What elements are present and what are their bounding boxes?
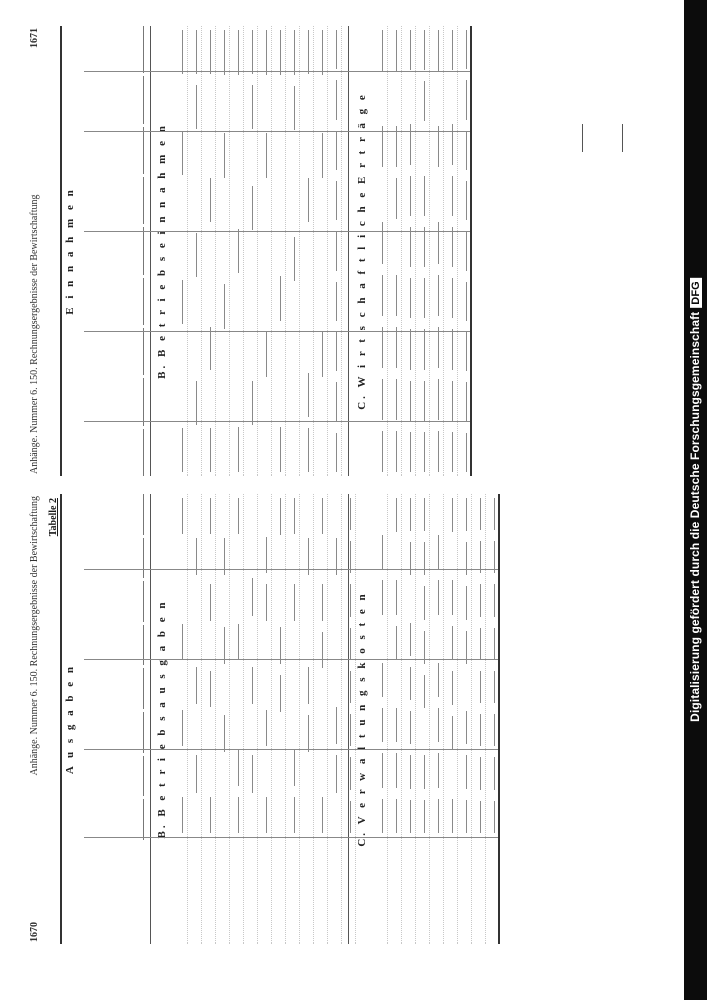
table-row <box>416 494 430 944</box>
column-divider <box>84 421 470 422</box>
table-row <box>244 26 258 476</box>
table-row <box>458 494 472 944</box>
table-row <box>272 494 286 944</box>
table-row <box>314 494 328 944</box>
table-row <box>388 494 402 944</box>
column-divider <box>84 131 470 132</box>
right-running-head <box>26 28 42 474</box>
digitization-notice-text: Digitalisierung gefördert durch die Deutsche Forschungsgemeinschaft <box>688 311 702 722</box>
column-rule <box>150 26 151 476</box>
table-row <box>430 494 444 944</box>
left-running-head-text: Anhänge. Nummer 6. 150. Rechnungsergebnisse der Bewirtschaftung <box>28 496 40 776</box>
column-header <box>84 712 144 753</box>
margin-mark <box>622 124 623 152</box>
column-header <box>84 429 144 476</box>
block-rule <box>348 26 349 476</box>
table-row <box>286 494 300 944</box>
table-row <box>202 494 216 944</box>
table-row <box>388 26 402 476</box>
table-row <box>188 494 202 944</box>
table-row <box>444 26 458 476</box>
table-row <box>230 26 244 476</box>
column-divider <box>84 231 470 232</box>
header-rule <box>60 494 62 944</box>
section-heading-economic: C. W i r t s c h a f t l i c h e E r t r ä g e <box>356 92 368 410</box>
left-page <box>22 488 662 950</box>
column-divider <box>84 71 470 72</box>
column-divider <box>84 659 498 660</box>
block-rule <box>470 26 472 476</box>
column-header <box>84 127 144 174</box>
right-page-number: 1671 <box>28 28 40 48</box>
column-header <box>84 538 144 579</box>
table-row <box>402 494 416 944</box>
table-row <box>374 26 388 476</box>
dfg-logo: DFG <box>690 278 702 308</box>
table-block-admin <box>374 494 500 944</box>
table-block-economic <box>374 26 472 476</box>
table-row <box>300 26 314 476</box>
column-header <box>84 756 144 797</box>
label-column-divider <box>84 837 498 838</box>
table-tag: Tabelle 2 <box>48 498 59 537</box>
left-page-number: 1670 <box>28 922 40 942</box>
table-row <box>286 26 300 476</box>
table-row <box>374 494 388 944</box>
right-running-head-text: Anhänge. Nummer 6. 150. Rechnungsergebnisse der Bewirtschaftung <box>28 194 40 474</box>
left-running-head <box>26 496 42 942</box>
block-rule <box>498 494 500 944</box>
section-heading-operating-income: B. B e t r i e b s e i n n a h m e n <box>156 123 168 379</box>
table-block-operating <box>174 494 356 944</box>
column-header <box>84 227 144 274</box>
column-header <box>84 278 144 325</box>
column-header <box>84 378 144 425</box>
right-page <box>22 20 662 482</box>
table-row <box>188 26 202 476</box>
table-row <box>416 26 430 476</box>
table-row <box>430 26 444 476</box>
table-row <box>244 494 258 944</box>
table-row <box>342 494 356 944</box>
column-divider <box>84 749 498 750</box>
section-heading-operating: B. B e t r i e b s a u s g a b e n <box>156 599 168 839</box>
column-rule <box>150 494 151 944</box>
column-header <box>84 76 144 123</box>
column-headers <box>84 26 144 476</box>
column-divider <box>84 569 498 570</box>
table-row <box>402 26 416 476</box>
column-header <box>84 581 144 622</box>
column-header <box>84 799 144 840</box>
table-row <box>272 26 286 476</box>
column-divider <box>84 331 470 332</box>
table-row <box>258 494 272 944</box>
column-header <box>84 26 144 73</box>
section-heading-income: E i n n a h m e n <box>64 187 76 315</box>
table-row <box>230 494 244 944</box>
table-row <box>174 494 188 944</box>
table-block-operating-income <box>174 26 342 476</box>
margin-mark <box>582 124 583 152</box>
column-header <box>84 328 144 375</box>
table-row <box>300 494 314 944</box>
rotated-spread <box>22 20 662 950</box>
column-headers <box>84 494 144 840</box>
table-row <box>444 494 458 944</box>
column-header <box>84 494 144 535</box>
column-header <box>84 177 144 224</box>
section-heading-admin: C. V e r w a l t u n g s k o s t e n <box>356 591 368 847</box>
table-row <box>202 26 216 476</box>
table-row <box>472 494 486 944</box>
table-row <box>216 26 230 476</box>
section-heading-expenses: A u s g a b e n <box>64 663 76 775</box>
table-row <box>314 26 328 476</box>
table-row <box>328 26 342 476</box>
table-row <box>216 494 230 944</box>
table-row <box>328 494 342 944</box>
column-header <box>84 669 144 710</box>
table-row <box>258 26 272 476</box>
digitization-notice <box>688 278 702 722</box>
header-rule <box>60 26 62 476</box>
block-rule <box>348 494 349 944</box>
table-row <box>174 26 188 476</box>
gutter <box>22 482 662 488</box>
